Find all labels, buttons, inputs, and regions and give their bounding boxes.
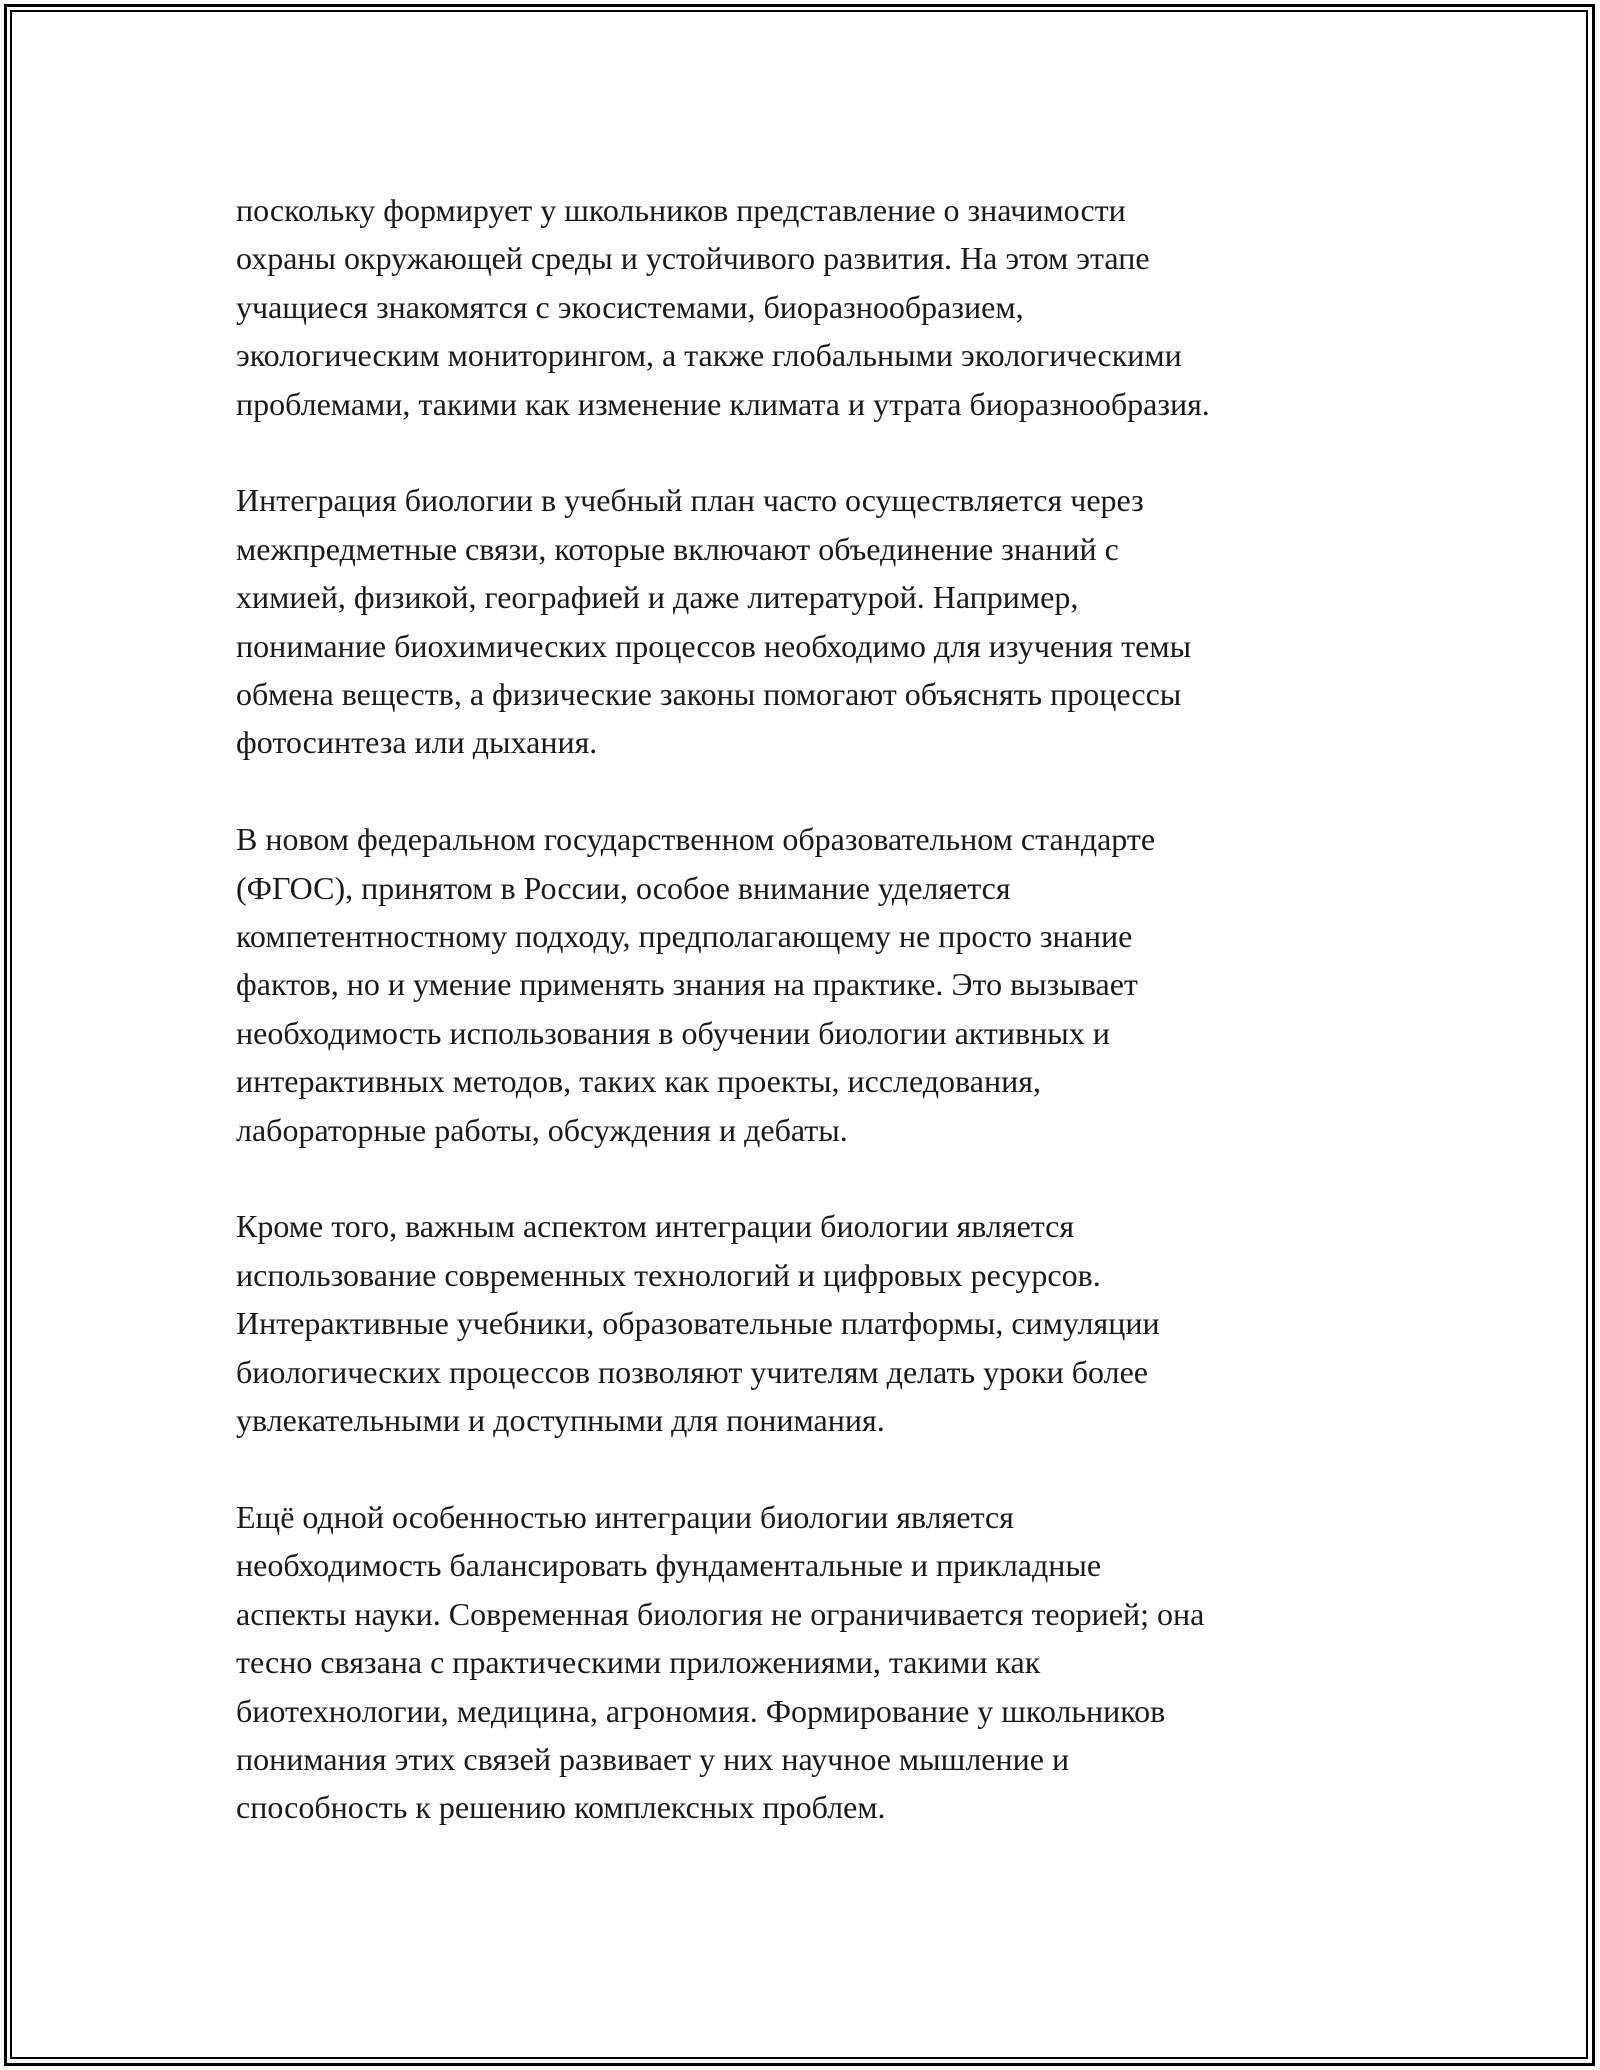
text-line: (ФГОС), принятом в России, особое внимание уделяется: [236, 869, 1011, 906]
text-line: тесно связана с практическими приложениями, такими как: [236, 1644, 1041, 1681]
text-line: аспекты науки. Современная биология не ограничивается теорией; она: [236, 1595, 1205, 1632]
text-line: способность к решению комплексных проблем.: [236, 1789, 886, 1826]
text-line: биотехнологии, медицина, агрономия. Формирование у школьников: [236, 1692, 1166, 1729]
text-line: компетентностному подходу, предполагающему не просто знание: [236, 918, 1133, 955]
document-body: [236, 186, 1366, 1880]
text-line: интерактивных методов, таких как проекты, исследования,: [236, 1063, 1041, 1100]
text-line: Интерактивные учебники, образовательные платформы, симуляции: [236, 1305, 1160, 1342]
text-line: проблемами, такими как изменение климата и утрата биоразнообразия.: [236, 385, 1210, 422]
text-line: Ещё одной особенностью интеграции биологии является: [236, 1498, 1014, 1535]
text-line: экологическим мониторингом, а также глобальными экологическими: [236, 337, 1182, 374]
text-line: понимание биохимических процессов необходимо для изучения темы: [236, 627, 1192, 664]
text-line: лабораторные работы, обсуждения и дебаты.: [236, 1111, 848, 1148]
text-line: Кроме того, важным аспектом интеграции биологии является: [236, 1208, 1075, 1245]
paragraph-1: [236, 186, 1366, 428]
text-line: межпредметные связи, которые включают объединение знаний с: [236, 530, 1119, 567]
text-line: учащиеся знакомятся с экосистемами, биоразнообразием,: [236, 288, 1024, 325]
text-line: биологических процессов позволяют учителям делать уроки более: [236, 1353, 1148, 1390]
text-line: использование современных технологий и цифровых ресурсов.: [236, 1256, 1101, 1293]
paragraph-4: [236, 1202, 1366, 1444]
text-line: фотосинтеза или дыхания.: [236, 724, 598, 761]
text-line: Интеграция биологии в учебный план часто осуществляется через: [236, 482, 1144, 519]
text-line: охраны окружающей среды и устойчивого развития. На этом этапе: [236, 240, 1150, 277]
text-line: необходимость балансировать фундаментальные и прикладные: [236, 1547, 1102, 1584]
paragraph-2: [236, 476, 1366, 766]
text-line: химией, физикой, географией и даже литературой. Например,: [236, 579, 1079, 616]
text-line: необходимость использования в обучении биологии активных и: [236, 1014, 1110, 1051]
paragraph-5: [236, 1493, 1366, 1832]
text-line: увлекательными и доступными для понимания.: [236, 1402, 885, 1439]
paragraph-3: [236, 815, 1366, 1154]
text-line: понимания этих связей развивает у них научное мышление и: [236, 1740, 1070, 1777]
text-line: фактов, но и умение применять знания на практике. Это вызывает: [236, 966, 1138, 1003]
text-line: В новом федеральном государственном образовательном стандарте: [236, 821, 1156, 858]
text-line: обмена веществ, а физические законы помогают объяснять процессы: [236, 676, 1182, 713]
text-line: поскольку формирует у школьников представление о значимости: [236, 192, 1126, 228]
